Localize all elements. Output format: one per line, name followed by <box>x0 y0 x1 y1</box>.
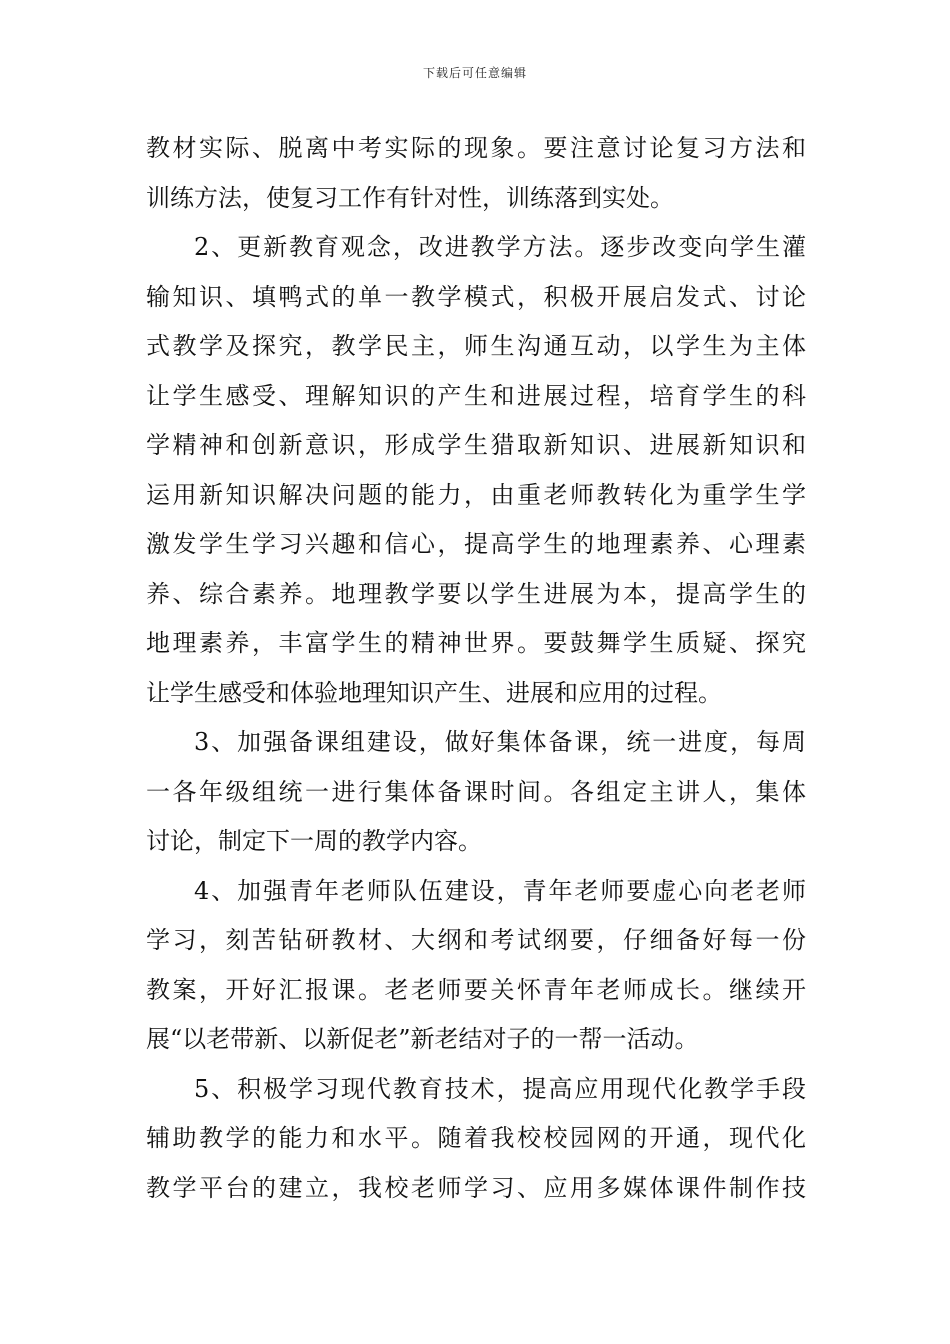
text-line: 辅助教学的能力和水平。随着我校校园网的开通，现代化 <box>146 1124 806 1152</box>
header-note: 下载后可任意编辑 <box>422 66 527 80</box>
text-line: 一各年级组统一进行集体备课时间。各组定主讲人，集体 <box>146 777 806 806</box>
text-line: 3、加强备课组建设，做好集体备课，统一进度，每周 <box>194 728 806 756</box>
text-line: 式教学及探究，教学民主，师生沟通互动，以学生为主体 <box>146 332 806 360</box>
text-line: 讨论，制定下一周的教学内容。 <box>146 827 482 855</box>
text-line: 教案，开好汇报课。老老师要关怀青年老师成长。继续开 <box>146 975 806 1004</box>
text-line: 2、更新教育观念，改进教学方法。逐步改变向学生灌 <box>194 233 806 261</box>
text-line: 激发学生学习兴趣和信心，提高学生的地理素养、心理素 <box>146 530 806 558</box>
text-line: 输知识、填鸭式的单一教学模式，积极开展启发式、讨论 <box>146 282 806 311</box>
text-line: 学精神和创新意识，形成学生猎取新知识、进展新知识和 <box>146 431 806 459</box>
text-line: 教学平台的建立，我校老师学习、应用多媒体课件制作技 <box>146 1173 806 1202</box>
text-line: 养、综合素养。地理教学要以学生进展为本，提高学生的 <box>146 579 806 608</box>
text-line: 让学生感受和体验地理知识产生、进展和应用的过程。 <box>146 678 722 707</box>
text-line: 让学生感受、理解知识的产生和进展过程，培育学生的科 <box>146 381 806 410</box>
text-line: 地理素养，丰富学生的精神世界。要鼓舞学生质疑、探究 <box>146 629 806 657</box>
text-line: 展“以老带新、以新促老”新老结对子的一帮一活动。 <box>146 1025 699 1053</box>
text-line: 5、积极学习现代教育技术，提高应用现代化教学手段 <box>194 1074 806 1103</box>
text-line: 运用新知识解决问题的能力，由重老师教转化为重学生学 <box>146 480 806 509</box>
text-line: 学习，刻苦钻研教材、大纲和考试纲要，仔细备好每一份 <box>146 926 806 954</box>
text-line: 教材实际、脱离中考实际的现象。要注意讨论复习方法和 <box>146 134 806 162</box>
document-body <box>146 124 806 1213</box>
text-line: 训练方法，使复习工作有针对性，训练落到实处。 <box>146 183 674 212</box>
text-line: 4、加强青年老师队伍建设，青年老师要虚心向老老师 <box>194 876 806 905</box>
